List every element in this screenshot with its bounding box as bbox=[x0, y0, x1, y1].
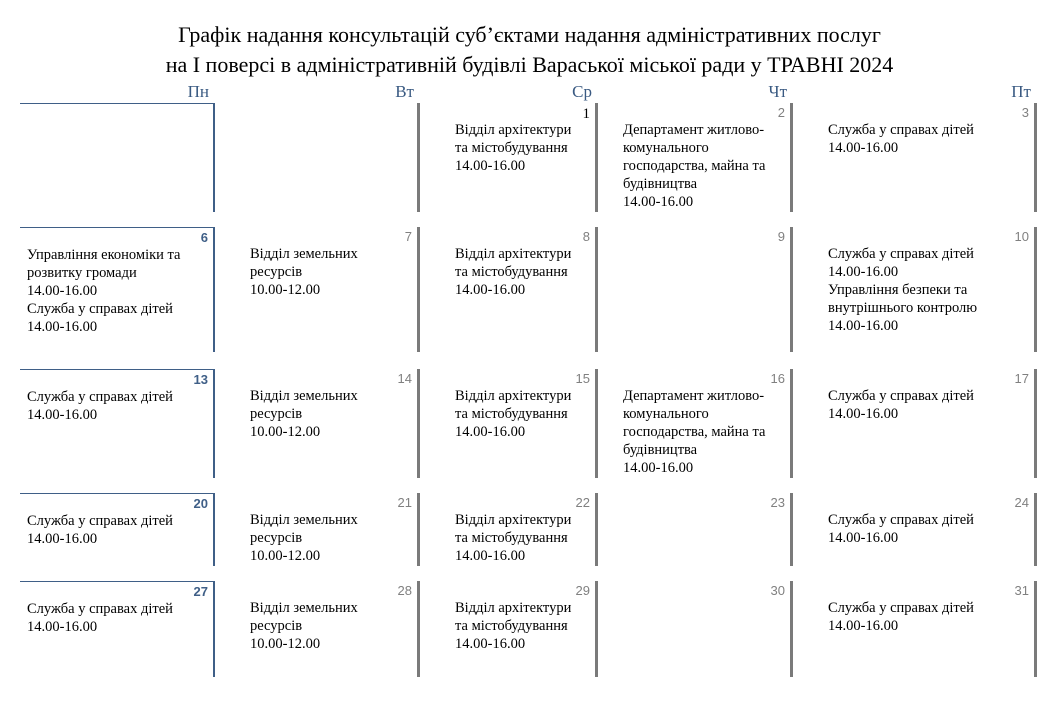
day-number: 14 bbox=[397, 371, 412, 386]
entry-line: 14.00-16.00 bbox=[828, 264, 899, 280]
entry-line: та містобудування bbox=[455, 140, 568, 156]
day-number: 27 bbox=[193, 584, 208, 599]
entry-line: Відділ архітектури bbox=[455, 600, 572, 616]
entry-line: та містобудування bbox=[455, 264, 568, 280]
consultation-entry bbox=[250, 387, 407, 441]
entry-line: Служба у справах дітей bbox=[828, 512, 974, 528]
entry-line: будівництва bbox=[623, 176, 698, 192]
entry-line: Відділ архітектури bbox=[455, 512, 572, 528]
entry-line: комунального bbox=[623, 140, 709, 156]
day-number: 22 bbox=[575, 495, 590, 510]
entry-line: Відділ земельних bbox=[250, 512, 358, 528]
entry-line: господарства, майна та bbox=[623, 424, 766, 440]
entry-line: 14.00-16.00 bbox=[828, 530, 899, 546]
entry-line: Відділ архітектури bbox=[455, 388, 572, 404]
page-title-line-2: на І поверсі в адміністративній будівлі Вараської міської ради у ТРАВНІ 2024 bbox=[165, 52, 894, 77]
day-number: 6 bbox=[200, 230, 208, 245]
consultation-entry bbox=[27, 388, 203, 424]
entry-line: 14.00-16.00 bbox=[27, 319, 98, 335]
day-number: 3 bbox=[1021, 105, 1029, 120]
day-number: 9 bbox=[777, 229, 785, 244]
consultation-entry bbox=[455, 511, 585, 565]
consultation-entry bbox=[250, 245, 407, 299]
calendar-day-cell bbox=[616, 493, 793, 566]
day-number: 2 bbox=[777, 105, 785, 120]
entry-line: Управління економіки та bbox=[27, 247, 181, 263]
consultation-entry bbox=[828, 599, 1024, 635]
page-title-line-1: Графік надання консультацій суб’єктами надання адміністративних послуг bbox=[178, 22, 881, 47]
entry-line: 14.00-16.00 bbox=[623, 194, 694, 210]
day-number: 8 bbox=[582, 229, 590, 244]
calendar-day-cell bbox=[821, 493, 1037, 566]
entry-line: 10.00-12.00 bbox=[250, 548, 321, 564]
entry-line: Служба у справах дітей bbox=[27, 601, 173, 617]
calendar-day-cell bbox=[616, 227, 793, 352]
entry-line: господарства, майна та bbox=[623, 158, 766, 174]
entry-line: 10.00-12.00 bbox=[250, 424, 321, 440]
entry-line: Управління безпеки та bbox=[828, 282, 968, 298]
entry-line: 14.00-16.00 bbox=[828, 318, 899, 334]
day-number: 23 bbox=[770, 495, 785, 510]
consultation-entry bbox=[250, 511, 407, 565]
calendar-day-cell bbox=[821, 369, 1037, 478]
calendar-day-cell bbox=[243, 103, 420, 212]
day-number: 15 bbox=[575, 371, 590, 386]
entry-line: та містобудування bbox=[455, 530, 568, 546]
entry-line: 14.00-16.00 bbox=[828, 618, 899, 634]
calendar-day-cell bbox=[616, 369, 793, 478]
entry-line: 14.00-16.00 bbox=[455, 548, 526, 564]
day-number: 10 bbox=[1014, 229, 1029, 244]
entry-line: Служба у справах дітей bbox=[27, 301, 173, 317]
day-number: 1 bbox=[582, 106, 590, 122]
entry-line: ресурсів bbox=[250, 406, 303, 422]
calendar-day-cell bbox=[448, 493, 598, 566]
calendar-day-cell bbox=[821, 581, 1037, 677]
entry-line: Служба у справах дітей bbox=[828, 122, 974, 138]
consultation-entry bbox=[828, 387, 1024, 423]
day-number: 17 bbox=[1014, 371, 1029, 386]
day-number: 24 bbox=[1014, 495, 1029, 510]
entry-line: 14.00-16.00 bbox=[27, 531, 98, 547]
calendar-day-cell bbox=[616, 103, 793, 212]
entry-line: Служба у справах дітей bbox=[828, 388, 974, 404]
entry-line: 14.00-16.00 bbox=[27, 619, 98, 635]
calendar-day-cell bbox=[20, 581, 215, 677]
weekday-header: Ср bbox=[572, 82, 592, 101]
consultation-entry bbox=[27, 246, 203, 336]
calendar-day-cell bbox=[821, 103, 1037, 212]
entry-line: Служба у справах дітей bbox=[27, 513, 173, 529]
consultation-entry bbox=[27, 600, 203, 636]
calendar-day-cell bbox=[448, 103, 598, 212]
entry-line: внутрішнього контролю bbox=[828, 300, 978, 316]
calendar-day-cell bbox=[616, 581, 793, 677]
day-number: 13 bbox=[193, 372, 208, 387]
calendar-day-cell bbox=[243, 227, 420, 352]
entry-line: 14.00-16.00 bbox=[623, 460, 694, 476]
day-number: 31 bbox=[1014, 583, 1029, 598]
entry-line: Відділ земельних bbox=[250, 388, 358, 404]
entry-line: Департамент житлово- bbox=[623, 122, 765, 138]
day-number: 30 bbox=[770, 583, 785, 598]
entry-line: Департамент житлово- bbox=[623, 388, 765, 404]
entry-line: 14.00-16.00 bbox=[828, 140, 899, 156]
consultation-entry bbox=[828, 245, 1024, 335]
calendar-day-cell bbox=[20, 227, 215, 352]
calendar-day-cell bbox=[448, 227, 598, 352]
calendar-day-cell bbox=[20, 369, 215, 478]
weekday-header: Чт bbox=[768, 82, 787, 101]
entry-line: 14.00-16.00 bbox=[455, 636, 526, 652]
entry-line: та містобудування bbox=[455, 406, 568, 422]
consultation-entry bbox=[623, 387, 780, 477]
consultation-entry bbox=[623, 121, 780, 211]
entry-line: Служба у справах дітей bbox=[27, 389, 173, 405]
day-number: 29 bbox=[575, 583, 590, 598]
entry-line: 14.00-16.00 bbox=[455, 424, 526, 440]
entry-line: 14.00-16.00 bbox=[27, 407, 98, 423]
day-number: 16 bbox=[770, 371, 785, 386]
entry-line: 10.00-12.00 bbox=[250, 636, 321, 652]
entry-line: будівництва bbox=[623, 442, 698, 458]
entry-line: розвитку громади bbox=[27, 265, 137, 281]
consultation-entry bbox=[455, 121, 585, 175]
consultation-entry bbox=[250, 599, 407, 653]
calendar-day-cell bbox=[243, 493, 420, 566]
entry-line: ресурсів bbox=[250, 530, 303, 546]
day-number: 28 bbox=[397, 583, 412, 598]
consultation-entry bbox=[455, 387, 585, 441]
entry-line: Відділ земельних bbox=[250, 246, 358, 262]
calendar-day-cell bbox=[448, 581, 598, 677]
weekday-header: Вт bbox=[395, 82, 414, 101]
entry-line: 14.00-16.00 bbox=[455, 158, 526, 174]
entry-line: 14.00-16.00 bbox=[455, 282, 526, 298]
calendar-day-cell bbox=[243, 369, 420, 478]
entry-line: 10.00-12.00 bbox=[250, 282, 321, 298]
entry-line: Відділ земельних bbox=[250, 600, 358, 616]
consultation-entry bbox=[828, 511, 1024, 547]
consultation-entry bbox=[27, 512, 203, 548]
entry-line: Відділ архітектури bbox=[455, 122, 572, 138]
weekday-header: Пт bbox=[1011, 82, 1031, 101]
entry-line: ресурсів bbox=[250, 618, 303, 634]
entry-line: Відділ архітектури bbox=[455, 246, 572, 262]
entry-line: комунального bbox=[623, 406, 709, 422]
entry-line: Служба у справах дітей bbox=[828, 600, 974, 616]
entry-line: ресурсів bbox=[250, 264, 303, 280]
calendar-day-cell bbox=[821, 227, 1037, 352]
calendar-day-cell bbox=[243, 581, 420, 677]
consultation-entry bbox=[455, 599, 585, 653]
day-number: 21 bbox=[397, 495, 412, 510]
entry-line: Служба у справах дітей bbox=[828, 246, 974, 262]
day-number: 7 bbox=[404, 229, 412, 244]
day-number: 20 bbox=[193, 496, 208, 511]
entry-line: 14.00-16.00 bbox=[828, 406, 899, 422]
entry-line: 14.00-16.00 bbox=[27, 283, 98, 299]
consultation-entry bbox=[455, 245, 585, 299]
calendar-day-cell bbox=[20, 493, 215, 566]
weekday-header: Пн bbox=[187, 82, 209, 101]
entry-line: та містобудування bbox=[455, 618, 568, 634]
consultation-entry bbox=[828, 121, 1024, 157]
calendar-day-cell bbox=[448, 369, 598, 478]
calendar-day-cell bbox=[20, 103, 215, 212]
